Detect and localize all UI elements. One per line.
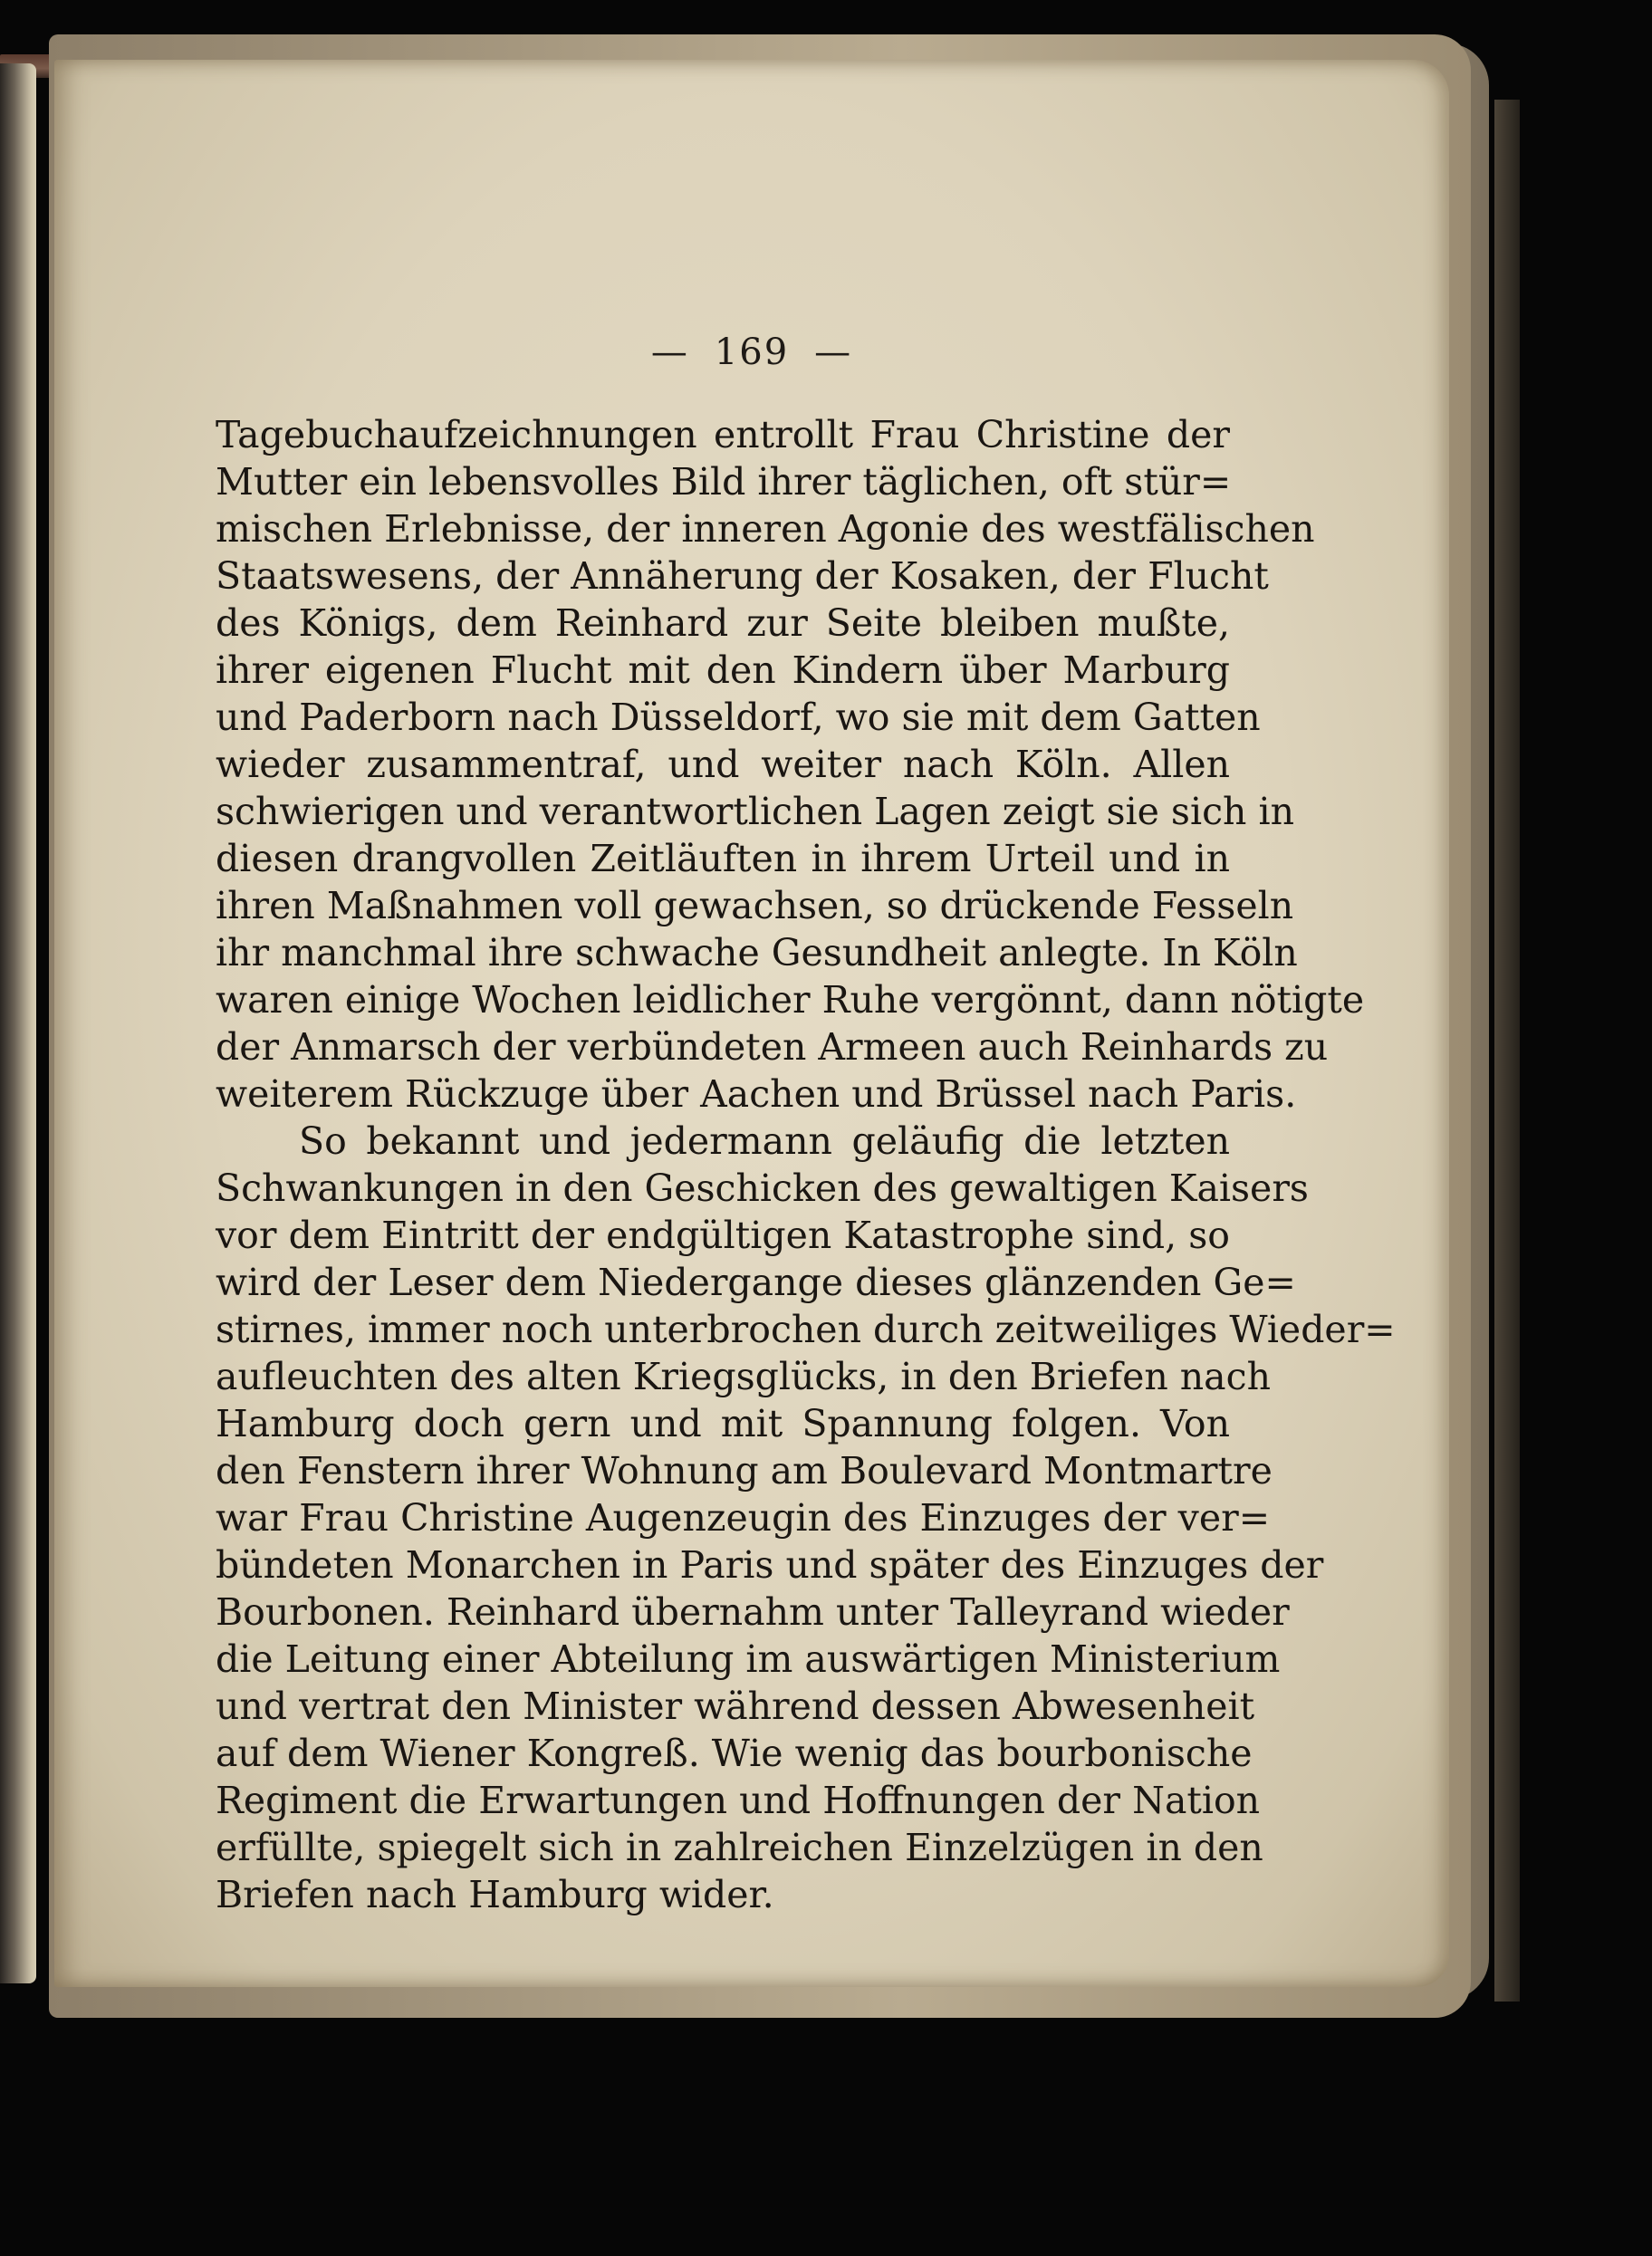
text-line: Mutter ein lebensvolles Bild ihrer täglichen, oft stür= <box>216 460 1232 504</box>
page-number: 169 <box>714 331 790 373</box>
text-line: Briefen nach Hamburg wider. <box>216 1873 774 1916</box>
page-header <box>54 331 1449 373</box>
text-line: ihrer eigenen Flucht mit den Kindern über Marburg <box>216 648 1230 692</box>
text-line: weiterem Rückzuge über Aachen und Brüssel nach Paris. <box>216 1072 1297 1116</box>
text-line: diesen drangvollen Zeitläuften in ihrem Urteil und in <box>216 837 1230 880</box>
book-fore-edge <box>1494 100 1520 2002</box>
text-line: ihr manchmal ihre schwache Gesundheit anlegte. In Köln <box>216 931 1298 974</box>
text-line: wird der Leser dem Niedergange dieses glänzenden Ge= <box>216 1261 1296 1304</box>
text-line: Schwankungen in den Geschicken des gewaltigen Kaisers <box>216 1166 1309 1210</box>
text-line: und vertrat den Minister während dessen Abwesenheit <box>216 1685 1255 1728</box>
text-line: bündeten Monarchen in Paris und später des Einzuges der <box>216 1543 1324 1587</box>
text-line: erfüllte, spiegelt sich in zahlreichen Einzelzügen in den <box>216 1826 1263 1869</box>
text-line: schwierigen und verantwortlichen Lagen zeigt sie sich in <box>216 790 1295 833</box>
text-line: mischen Erlebnisse, der inneren Agonie des westfälischen <box>216 507 1315 551</box>
text-line: wieder zusammentraf, und weiter nach Köln. Allen <box>216 743 1230 786</box>
text-line: war Frau Christine Augenzeugin des Einzuges der ver= <box>216 1496 1271 1540</box>
text-line: und Paderborn nach Düsseldorf, wo sie mit dem Gatten <box>216 696 1261 739</box>
text-line: aufleuchten des alten Kriegsglücks, in den Briefen nach <box>216 1355 1271 1398</box>
header-dash-right: — <box>814 331 853 373</box>
text-line: stirnes, immer noch unterbrochen durch zeitweiliges Wieder= <box>216 1308 1396 1351</box>
previous-page-edge <box>0 63 36 1983</box>
text-line: waren einige Wochen leidlicher Ruhe vergönnt, dann nötigte <box>216 978 1365 1022</box>
text-line: des Königs, dem Reinhard zur Seite bleiben mußte, <box>216 601 1230 645</box>
text-line: der Anmarsch der verbündeten Armeen auch Reinhards zu <box>216 1025 1329 1069</box>
text-line: ihren Maßnahmen voll gewachsen, so drückende Fesseln <box>216 884 1294 927</box>
text-line: vor dem Eintritt der endgültigen Katastrophe sind, so <box>216 1214 1230 1257</box>
text-line: den Fenstern ihrer Wohnung am Boulevard Montmartre <box>216 1449 1273 1493</box>
paragraph-start-line: So bekannt und jedermann geläufig die letzten <box>299 1119 1230 1163</box>
text-line: Bourbonen. Reinhard übernahm unter Talleyrand wieder <box>216 1590 1290 1634</box>
text-line: die Leitung einer Abteilung im auswärtigen Ministerium <box>216 1637 1281 1681</box>
text-line: auf dem Wiener Kongreß. Wie wenig das bourbonische <box>216 1732 1253 1775</box>
body-text <box>216 411 1396 1918</box>
text-line: Staatswesens, der Annäherung der Kosaken, der Flucht <box>216 554 1269 598</box>
book-page <box>54 60 1449 1987</box>
text-line: Hamburg doch gern und mit Spannung folgen. Von <box>216 1402 1230 1445</box>
text-line: Tagebuchaufzeichnungen entrollt Frau Christine der <box>216 413 1230 456</box>
header-dash-left: — <box>650 331 689 373</box>
text-line: Regiment die Erwartungen und Hoffnungen der Nation <box>216 1779 1261 1822</box>
